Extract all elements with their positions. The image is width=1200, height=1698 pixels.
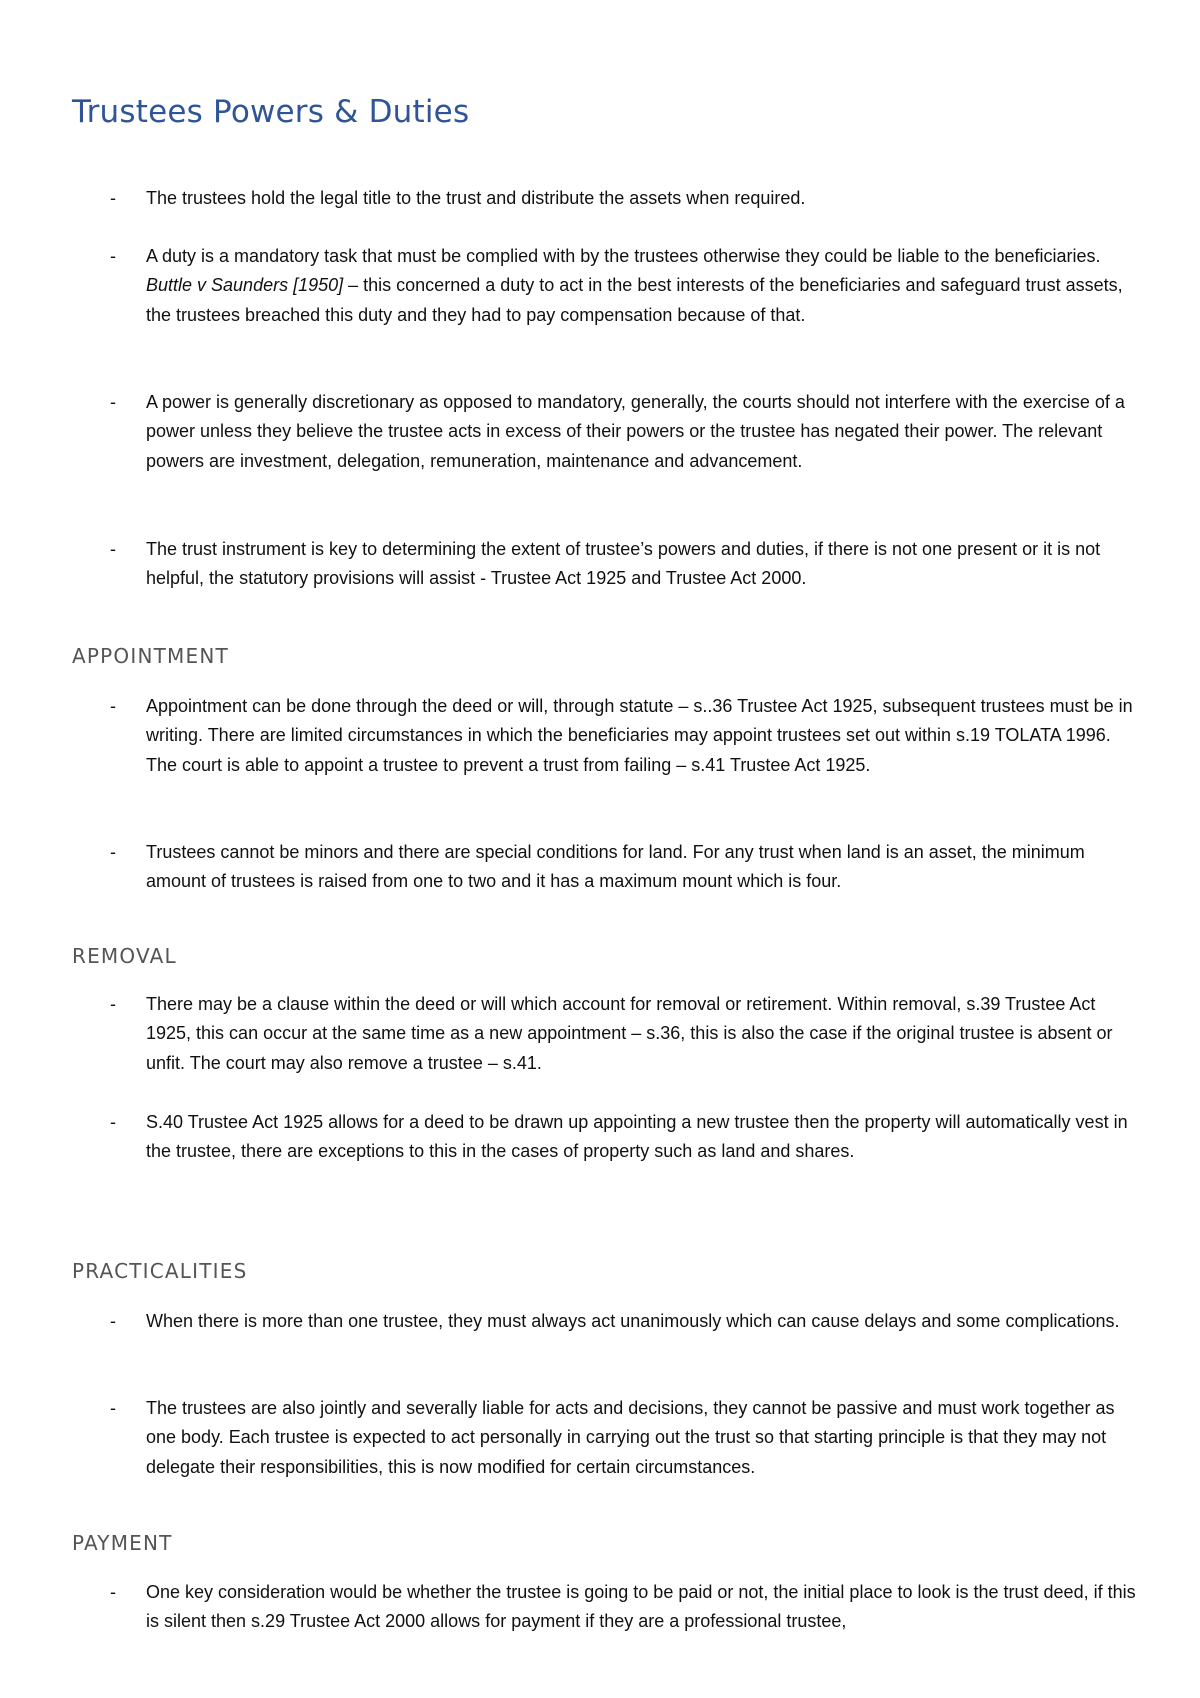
bullet-dash: - [110, 539, 116, 559]
bullet-dash: - [110, 994, 116, 1014]
list-item-text: When there is more than one trustee, they must always act unanimously which can cause delays and some complications. [146, 1311, 1120, 1331]
bullet-dash: - [110, 1112, 116, 1132]
list-item-text: The trustees are also jointly and severally liable for acts and decisions, they cannot be passive and must work together as one body. Each trustee is expected to act personally in carrying out the trust so that starting principle is that they may not delegate their responsibilities, this is now modified for certain circumstances. [146, 1398, 1115, 1477]
document-title: Trustees Powers & Duties [72, 94, 470, 130]
bullet-dash: - [110, 1582, 116, 1602]
section-heading-appointment: APPOINTMENT [72, 644, 229, 668]
list-item [72, 242, 1140, 330]
list-item-text: Trustees cannot be minors and there are special conditions for land. For any trust when land is an asset, the minimum amount of trustees is raised from one to two and it has a maximum mount which is four. [146, 842, 1085, 892]
section-heading-payment: PAYMENT [72, 1531, 173, 1555]
list-item-text: S.40 Trustee Act 1925 allows for a deed to be drawn up appointing a new trustee then the property will automatically vest in the trustee, there are exceptions to this in the cases of property such as land and shares. [146, 1112, 1128, 1162]
list-item [72, 838, 1140, 897]
list-item [72, 990, 1140, 1078]
list-item [72, 692, 1140, 780]
text-run: A duty is a mandatory task that must be complied with by the trustees otherwise they could be liable to the beneficiaries. [146, 246, 1101, 266]
list-item-text: A power is generally discretionary as opposed to mandatory, generally, the courts should not interfere with the exercise of a power unless they believe the trustee acts in excess of their powers or the trustee has negated their power. The relevant powers are investment, delegation, remuneration, maintenance and advancement. [146, 392, 1125, 471]
list-item [72, 1578, 1140, 1637]
section-heading-removal: REMOVAL [72, 944, 177, 968]
list-item [72, 1307, 1140, 1336]
section-heading-practicalities: PRACTICALITIES [72, 1259, 248, 1283]
list-item-text: There may be a clause within the deed or will which account for removal or retirement. Within removal, s.39 Trustee Act 1925, this can occur at the same time as a new appointment – s.36, this is also the case if the original trustee is absent or unfit. The court may also remove a trustee – s.41. [146, 994, 1113, 1073]
bullet-dash: - [110, 696, 116, 716]
bullet-dash: - [110, 188, 116, 208]
list-item-text: The trust instrument is key to determining the extent of trustee’s powers and duties, if there is not one present or it is not helpful, the statutory provisions will assist - Trustee Act 1925 and Trustee Act 2000. [146, 539, 1101, 589]
list-item [72, 535, 1140, 594]
list-item-text [146, 242, 1140, 330]
case-citation: Buttle v Saunders [1950] [146, 275, 344, 296]
list-item [72, 1108, 1140, 1167]
bullet-dash: - [110, 842, 116, 862]
list-item-text: One key consideration would be whether the trustee is going to be paid or not, the initial place to look is the trust deed, if this is silent then s.29 Trustee Act 2000 allows for payment if they are a professional trustee, [146, 1582, 1136, 1632]
bullet-dash: - [110, 1311, 116, 1331]
list-item-text: The trustees hold the legal title to the trust and distribute the assets when required. [146, 188, 806, 208]
list-item [72, 388, 1140, 476]
list-item-text: Appointment can be done through the deed or will, through statute – s..36 Trustee Act 1925, subsequent trustees must be in writing. There are limited circumstances in which the beneficiaries may appoint trustees set out within s.19 TOLATA 1996. The court is able to appoint a trustee to prevent a trust from failing – s.41 Trustee Act 1925. [146, 696, 1133, 775]
list-item [72, 1394, 1140, 1482]
text-run: – this concerned a duty to act in the best interests of the beneficiaries and safeguard trust assets, the trustees breached this duty and they had to pay compensation because of that. [146, 275, 1123, 325]
bullet-dash: - [110, 392, 116, 412]
bullet-dash: - [110, 1398, 116, 1418]
bullet-dash: - [110, 246, 116, 266]
list-item [72, 184, 1140, 213]
